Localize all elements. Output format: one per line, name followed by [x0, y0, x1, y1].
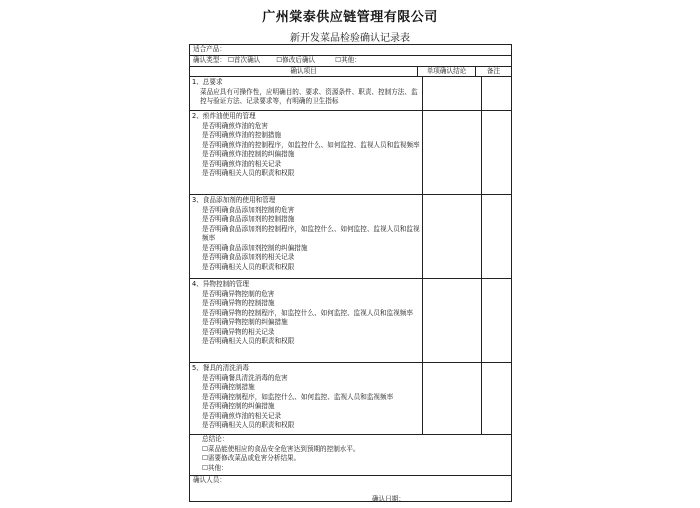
conclusion-other-checkbox[interactable]: ☐其他： [202, 463, 228, 472]
section-line: 是否明确煎炸油的相关记录 [202, 159, 282, 168]
section-line: 是否明确异物的相关记录 [202, 327, 275, 336]
section-3 [190, 195, 511, 279]
section-line: 是否明确相关人员的职责和权限 [202, 421, 295, 429]
conclusion-revise-checkbox[interactable]: ☐需要修改菜品或危害分析结果。 [202, 454, 301, 462]
product-label: 适合产品： [193, 45, 226, 53]
header-item: 确认项目 [190, 67, 418, 76]
section-2 [190, 111, 511, 195]
header-note: 备注 [486, 67, 501, 75]
type-first-checkbox[interactable]: ☐首次确认 [227, 56, 261, 64]
section-line: 是否明确食品添加剂的控制程序，如监控什么、如何监控、监视人员和监视频率 [202, 224, 420, 242]
note-cell[interactable] [482, 279, 511, 362]
confirm-person-label: 确认人员： [193, 476, 226, 484]
section-line: 是否明确煎炸油的控制程序，如监控什么、如何监控、监视人员和监视频率 [202, 140, 420, 149]
section-line: 是否明确煎炸油的相关记录 [202, 411, 282, 420]
section-title: 2、煎炸油使用的管理 [192, 112, 256, 120]
section-1 [190, 77, 511, 111]
section-line: 是否明确异物的控制措施 [202, 299, 275, 307]
sign-block [190, 476, 511, 506]
company-title: 广州棠泰供应链管理有限公司 [262, 10, 438, 25]
section-title: 5、餐具的清洗消毒 [192, 364, 249, 372]
conclusion-title: 总结论： [202, 435, 229, 443]
confirm-date-label: 确认日期： [372, 494, 405, 503]
section-4 [190, 279, 511, 363]
conclusion-achieved-checkbox[interactable]: ☐菜品能使相应的食品安全危害达到预期的控制水平。 [202, 444, 360, 453]
section-line: 是否明确控制的纠偏措施 [202, 402, 275, 410]
section-line: 是否明确食品添加剂的控制措施 [202, 215, 295, 223]
header-result: 单项确认结论 [418, 67, 476, 76]
section-line: 是否明确食品添加剂的相关记录 [202, 253, 295, 261]
section-line: 是否明确相关人员的职责和权限 [202, 169, 295, 177]
section-line: 是否明确食品添加剂控制的危害 [202, 205, 295, 214]
section-line: 是否明确控制程序，如监控什么、如何监控、监视人员和监视频率 [202, 392, 394, 401]
section-line: 是否明确食品添加剂控制的纠偏措施 [202, 243, 308, 252]
note-cell[interactable] [482, 111, 511, 194]
result-cell[interactable] [423, 363, 482, 434]
type-label: 确认类型： [193, 56, 226, 64]
section-title: 3、食品添加剂的使用和管理 [192, 196, 276, 204]
type-modified-checkbox[interactable]: ☐修改后确认 [276, 56, 316, 64]
result-cell[interactable] [423, 77, 482, 110]
form-title: 新开发菜品检验确认记录表 [290, 33, 410, 44]
section-line: 是否明确相关人员的职责和权限 [202, 262, 295, 271]
result-cell[interactable] [423, 279, 482, 362]
type-row [190, 56, 511, 67]
section-5 [190, 363, 511, 435]
section-line: 是否明确控制措施 [202, 383, 255, 391]
result-cell[interactable] [423, 111, 482, 194]
section-line: 是否明确相关人员的职责和权限 [202, 337, 295, 345]
note-cell[interactable] [482, 195, 511, 278]
note-cell[interactable] [482, 363, 511, 434]
section-line: 是否明确煎炸油的控制措施 [202, 131, 282, 139]
section-line: 是否明确餐具清洗消毒的危害 [202, 373, 288, 382]
note-cell[interactable] [482, 77, 511, 110]
section-line: 是否明确煎炸油控制的纠偏措施 [202, 150, 295, 158]
section-line: 是否明确异物控制的纠偏措施 [202, 318, 288, 326]
section-title: 4、异物控制的管理 [192, 280, 249, 288]
table-header [190, 67, 511, 77]
section-line: 是否明确异物控制的危害 [202, 289, 275, 298]
type-other-checkbox[interactable]: ☐其他： [335, 56, 361, 64]
result-cell[interactable] [423, 195, 482, 278]
product-row [190, 45, 511, 56]
section-line: 菜品应具有可操作性，应明确目的、要求、资源条件、职责、控制方法、监控与验证方法、记录要求等，有明确的卫生指标 [200, 87, 418, 105]
record-form [189, 44, 512, 502]
conclusion-block [190, 435, 511, 476]
section-title: 1、总要求 [192, 78, 223, 86]
section-line: 是否明确异物的控制程序，如监控什么、如何监控、监视人员和监视频率 [202, 308, 413, 317]
section-line: 是否明确煎炸油的危害 [202, 121, 268, 130]
